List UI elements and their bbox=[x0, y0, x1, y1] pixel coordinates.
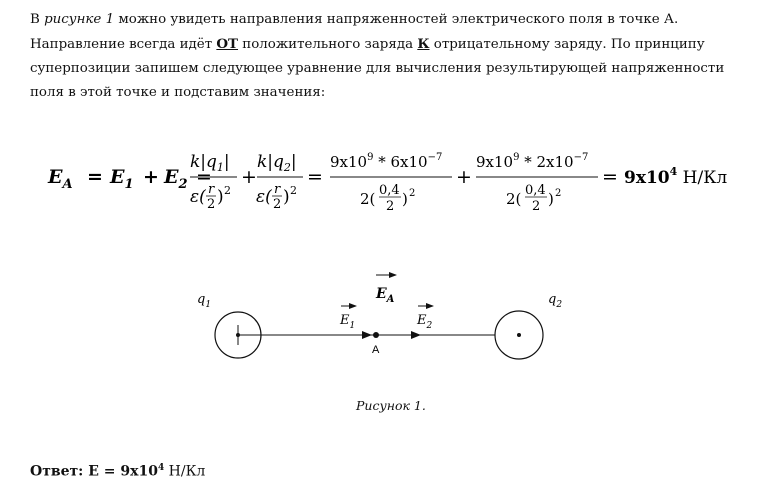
svg-text:9x104 Н/Кл bbox=[624, 165, 727, 188]
svg-text:9x109 * 6x10−7 bbox=[330, 152, 442, 171]
ea-label: E bbox=[376, 286, 387, 302]
to-word: К bbox=[417, 36, 430, 52]
eq-lhs-sub: A bbox=[62, 177, 73, 192]
eq-e1-sub: 1 bbox=[124, 177, 134, 192]
eq-plus: + bbox=[456, 166, 472, 188]
frac2-den-eps: ε( bbox=[256, 187, 272, 207]
field-diagram bbox=[190, 262, 570, 372]
frac3-num: 9x10 bbox=[330, 153, 368, 171]
frac4-den-pow: 2 bbox=[555, 188, 562, 199]
svg-text:E2 bbox=[163, 166, 188, 192]
frac1-den-r: r bbox=[208, 182, 215, 197]
frac3-num-pow1: 9 bbox=[367, 152, 374, 163]
frac2-den-pow: 2 bbox=[290, 184, 297, 197]
frac4-den-pre: 2( bbox=[506, 190, 522, 208]
q1-sub: 1 bbox=[205, 300, 212, 310]
frac2-num-sub: 2 bbox=[283, 161, 291, 174]
point-a-label: A bbox=[372, 344, 380, 356]
eq-sign: = bbox=[602, 166, 618, 188]
svg-text:E1 bbox=[109, 166, 134, 192]
charge-q2-center bbox=[517, 333, 521, 337]
ea-sub: A bbox=[386, 294, 395, 305]
answer-line bbox=[30, 463, 205, 480]
charge-q1-center bbox=[236, 333, 240, 337]
frac4-num: 9x10 bbox=[476, 153, 514, 171]
frac3-den-bot: 2 bbox=[386, 199, 395, 214]
svg-text:E1 bbox=[339, 313, 355, 331]
frac2-den-end: ) bbox=[283, 187, 290, 207]
frac2-den-2: 2 bbox=[273, 197, 282, 212]
e1-sub: 1 bbox=[349, 321, 356, 331]
q2-sub: 2 bbox=[556, 300, 563, 310]
eq-e2-sub: 2 bbox=[178, 177, 188, 192]
eq-sign: = bbox=[307, 166, 323, 188]
e2-sub: 2 bbox=[426, 321, 433, 331]
eq-plus: + bbox=[241, 166, 257, 188]
superposition-equation bbox=[40, 140, 760, 230]
svg-text:EA bbox=[375, 286, 395, 305]
eq-e1: E bbox=[110, 166, 125, 188]
e2-label: E bbox=[417, 313, 427, 328]
answer-pow: 4 bbox=[157, 463, 165, 473]
eq-sign: = bbox=[196, 166, 212, 188]
e2-arrowhead bbox=[411, 331, 421, 339]
frac3-den-end: ) bbox=[402, 190, 408, 208]
svg-text:k|q2| bbox=[257, 152, 297, 174]
frac3-num-mid: * 6x10 bbox=[373, 153, 428, 171]
text-part: положительного заряда bbox=[238, 37, 418, 52]
eq-sign: = bbox=[87, 166, 103, 188]
frac4-den-top: 0,4 bbox=[525, 183, 546, 198]
svg-text:EA bbox=[47, 166, 73, 192]
eq-result: 9x10 bbox=[624, 168, 670, 188]
frac1-num-end: | bbox=[223, 152, 230, 172]
frac1-num: k|q bbox=[190, 152, 217, 172]
point-a bbox=[373, 332, 379, 338]
eq-plus: + bbox=[143, 166, 159, 188]
frac3-num-pow2: −7 bbox=[427, 152, 443, 163]
e1-label: E bbox=[340, 313, 350, 328]
svg-text:q2 bbox=[548, 292, 562, 310]
frac4-num-pow1: 9 bbox=[513, 152, 520, 163]
figure-reference: рисунке 1 bbox=[44, 12, 115, 27]
frac1-den-pow: 2 bbox=[224, 184, 231, 197]
frac1-num-sub: 1 bbox=[216, 161, 224, 174]
e1-arrowhead bbox=[362, 331, 372, 339]
frac4-den-bot: 2 bbox=[532, 199, 541, 214]
figure-caption: Рисунок 1. bbox=[356, 398, 426, 413]
from-word: ОТ bbox=[216, 36, 239, 52]
frac2-den-r: r bbox=[274, 182, 281, 197]
frac3-den-top: 0,4 bbox=[379, 183, 400, 198]
frac4-num-pow2: −7 bbox=[573, 152, 589, 163]
svg-text:E2 bbox=[416, 313, 433, 331]
q1-label: q bbox=[197, 292, 206, 307]
frac1-den-eps: ε( bbox=[190, 187, 206, 207]
frac3-den-pow: 2 bbox=[409, 188, 416, 199]
text-part: можно увидеть направления напряженностей электрического поля в точке А. Направление всегда идёт bbox=[30, 12, 679, 52]
eq-result-unit: Н/Кл bbox=[677, 168, 728, 188]
frac2-num: k|q bbox=[257, 152, 284, 172]
answer-prefix: Ответ: E = 9x10 bbox=[30, 463, 158, 480]
svg-text:k|q1| bbox=[190, 152, 230, 174]
eq-e2: E bbox=[164, 166, 179, 188]
answer-unit: Н/Кл bbox=[164, 463, 206, 480]
svg-text:q1 bbox=[197, 292, 211, 310]
explanation-paragraph bbox=[30, 8, 755, 105]
frac4-num-mid: * 2x10 bbox=[519, 153, 574, 171]
frac1-den-2: 2 bbox=[207, 197, 216, 212]
eq-result-pow: 4 bbox=[669, 165, 678, 178]
frac3-den-pre: 2( bbox=[360, 190, 376, 208]
q2-label: q bbox=[548, 292, 557, 307]
text-part: В bbox=[30, 12, 45, 27]
text-part: отрицательному заряду. По принципу суперпозиции запишем следующее уравнение для вычисления результирующей напряженности поля в этой точке и подставим значения: bbox=[30, 37, 725, 100]
frac4-den-end: ) bbox=[548, 190, 554, 208]
svg-text:9x109 * 2x10−7 bbox=[476, 152, 588, 171]
eq-lhs: E bbox=[48, 166, 63, 188]
frac2-num-end: | bbox=[290, 152, 297, 172]
frac1-den-end: ) bbox=[217, 187, 224, 207]
